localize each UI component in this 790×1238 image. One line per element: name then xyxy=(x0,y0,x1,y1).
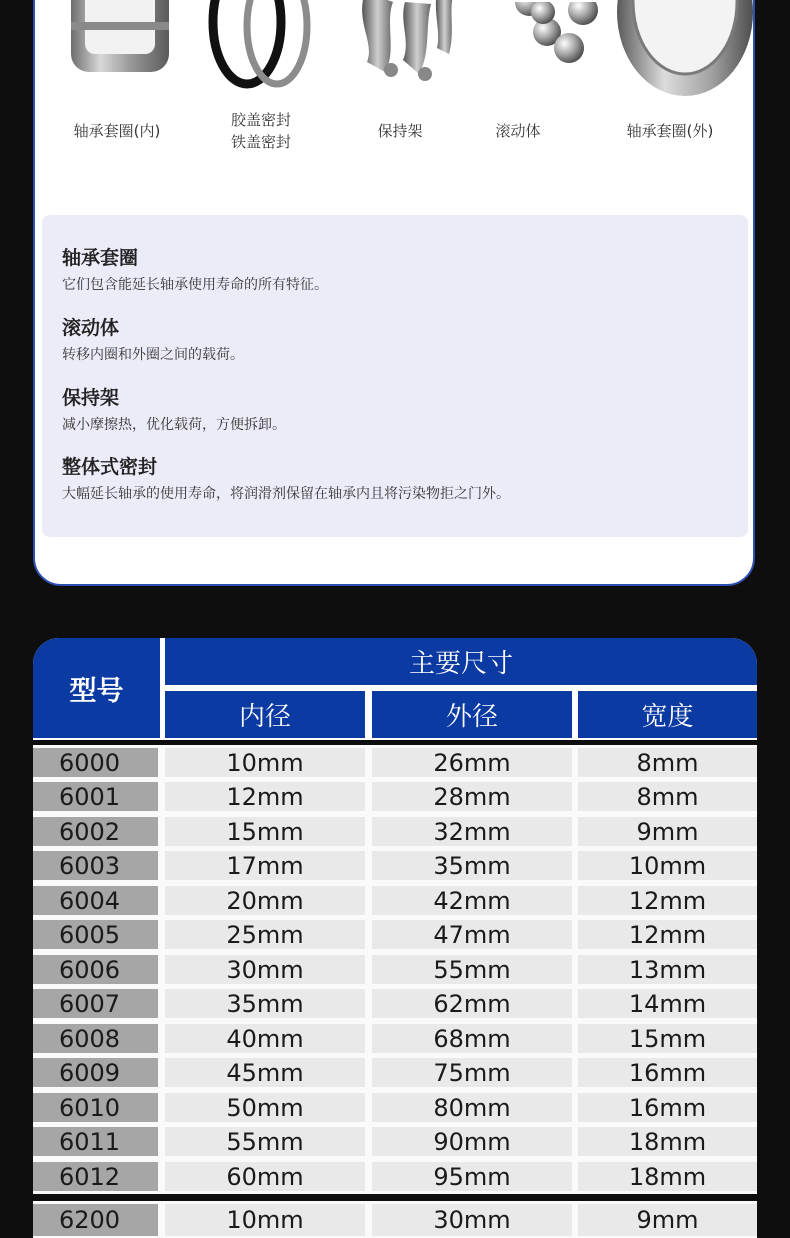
feature-desc: 它们包含能延长轴承使用寿命的所有特征。 xyxy=(62,277,328,293)
model-cell: 6009 xyxy=(33,1058,158,1087)
part-label-line: 轴承套圈(内) xyxy=(73,122,161,140)
outer-diameter-cell: 75mm xyxy=(372,1058,572,1087)
width-cell: 18mm xyxy=(578,1127,757,1156)
model-cell: 6008 xyxy=(33,1024,158,1053)
outer-diameter-cell: 68mm xyxy=(372,1024,572,1053)
rolling-elements-image xyxy=(493,2,603,72)
feature-title: 滚动体 xyxy=(62,317,120,339)
width-cell: 9mm xyxy=(578,817,757,846)
part-label-seals xyxy=(221,109,301,153)
part-label-line: 滚动体 xyxy=(495,122,541,140)
feature-title: 整体式密封 xyxy=(62,456,158,478)
feature-rolling xyxy=(62,315,244,365)
width-cell: 15mm xyxy=(578,1024,757,1053)
inner-diameter-cell: 40mm xyxy=(165,1024,365,1053)
width-cell: 10mm xyxy=(578,851,757,880)
outer-diameter-cell: 28mm xyxy=(372,782,572,811)
model-cell: 6007 xyxy=(33,989,158,1018)
part-label-inner-ring xyxy=(69,120,165,142)
feature-rings xyxy=(62,245,328,295)
part-label-line: 轴承套圈(外) xyxy=(626,122,714,140)
feature-seal xyxy=(62,454,510,504)
outer-ring-image xyxy=(590,0,755,97)
part-label-cage xyxy=(365,120,435,142)
spec-table xyxy=(33,638,757,1238)
width-header: 宽度 xyxy=(578,691,757,738)
inner-diameter-cell: 10mm xyxy=(165,748,365,777)
features-panel xyxy=(42,215,748,537)
width-cell: 12mm xyxy=(578,920,757,949)
inner-diameter-cell: 55mm xyxy=(165,1127,365,1156)
width-cell: 8mm xyxy=(578,748,757,777)
inner-diameter-cell: 35mm xyxy=(165,989,365,1018)
model-cell: 6004 xyxy=(33,886,158,915)
outer-diameter-cell: 26mm xyxy=(372,748,572,777)
width-cell: 16mm xyxy=(578,1093,757,1122)
inner-diameter-cell: 60mm xyxy=(165,1162,365,1191)
part-label-outer-ring xyxy=(619,120,721,142)
outer-diameter-cell: 55mm xyxy=(372,955,572,984)
outer-diameter-cell: 90mm xyxy=(372,1127,572,1156)
inner-diameter-cell: 25mm xyxy=(165,920,365,949)
part-label-line: 铁盖密封 xyxy=(230,133,291,151)
model-cell: 6002 xyxy=(33,817,158,846)
part-label-rolling xyxy=(483,120,553,142)
model-cell: 6003 xyxy=(33,851,158,880)
width-cell: 8mm xyxy=(578,782,757,811)
outer-diameter-cell: 62mm xyxy=(372,989,572,1018)
feature-desc: 减小摩擦热，优化载荷，方便拆卸。 xyxy=(62,417,286,433)
model-cell: 6012 xyxy=(33,1162,158,1191)
inner-diameter-cell: 10mm xyxy=(165,1204,365,1236)
part-label-line: 胶盖密封 xyxy=(230,111,291,129)
model-cell: 6010 xyxy=(33,1093,158,1122)
model-cell: 6006 xyxy=(33,955,158,984)
inner-diameter-cell: 30mm xyxy=(165,955,365,984)
cage-image xyxy=(345,0,465,92)
inner-diameter-header: 内径 xyxy=(165,691,365,738)
outer-diameter-cell: 95mm xyxy=(372,1162,572,1191)
bearing-components-card xyxy=(33,0,755,586)
feature-desc: 转移内圈和外圈之间的载荷。 xyxy=(62,347,244,363)
inner-diameter-cell: 12mm xyxy=(165,782,365,811)
width-cell: 18mm xyxy=(578,1162,757,1191)
model-cell: 6011 xyxy=(33,1127,158,1156)
outer-diameter-cell: 35mm xyxy=(372,851,572,880)
main-dimensions-header: 主要尺寸 xyxy=(165,638,757,685)
inner-diameter-cell: 50mm xyxy=(165,1093,365,1122)
feature-cage xyxy=(62,385,286,435)
width-cell: 13mm xyxy=(578,955,757,984)
outer-diameter-cell: 80mm xyxy=(372,1093,572,1122)
outer-diameter-header: 外径 xyxy=(372,691,572,738)
inner-diameter-cell: 45mm xyxy=(165,1058,365,1087)
inner-diameter-cell: 20mm xyxy=(165,886,365,915)
outer-diameter-cell: 30mm xyxy=(372,1204,572,1236)
model-cell: 6001 xyxy=(33,782,158,811)
outer-diameter-cell: 32mm xyxy=(372,817,572,846)
feature-title: 保持架 xyxy=(62,387,120,409)
outer-diameter-cell: 42mm xyxy=(372,886,572,915)
inner-diameter-cell: 15mm xyxy=(165,817,365,846)
feature-title: 轴承套圈 xyxy=(62,247,139,269)
width-cell: 16mm xyxy=(578,1058,757,1087)
model-column-header: 型号 xyxy=(33,638,160,738)
inner-diameter-cell: 17mm xyxy=(165,851,365,880)
model-cell: 6000 xyxy=(33,748,158,777)
part-label-line: 保持架 xyxy=(377,122,423,140)
outer-diameter-cell: 47mm xyxy=(372,920,572,949)
width-cell: 12mm xyxy=(578,886,757,915)
width-cell: 9mm xyxy=(578,1204,757,1236)
model-cell: 6200 xyxy=(33,1204,158,1236)
seals-image xyxy=(195,0,325,102)
model-cell: 6005 xyxy=(33,920,158,949)
inner-ring-image xyxy=(65,0,175,92)
parts-illustration-row xyxy=(35,2,753,162)
width-cell: 14mm xyxy=(578,989,757,1018)
feature-desc: 大幅延长轴承的使用寿命，将润滑剂保留在轴承内且将污染物拒之门外。 xyxy=(62,486,510,502)
